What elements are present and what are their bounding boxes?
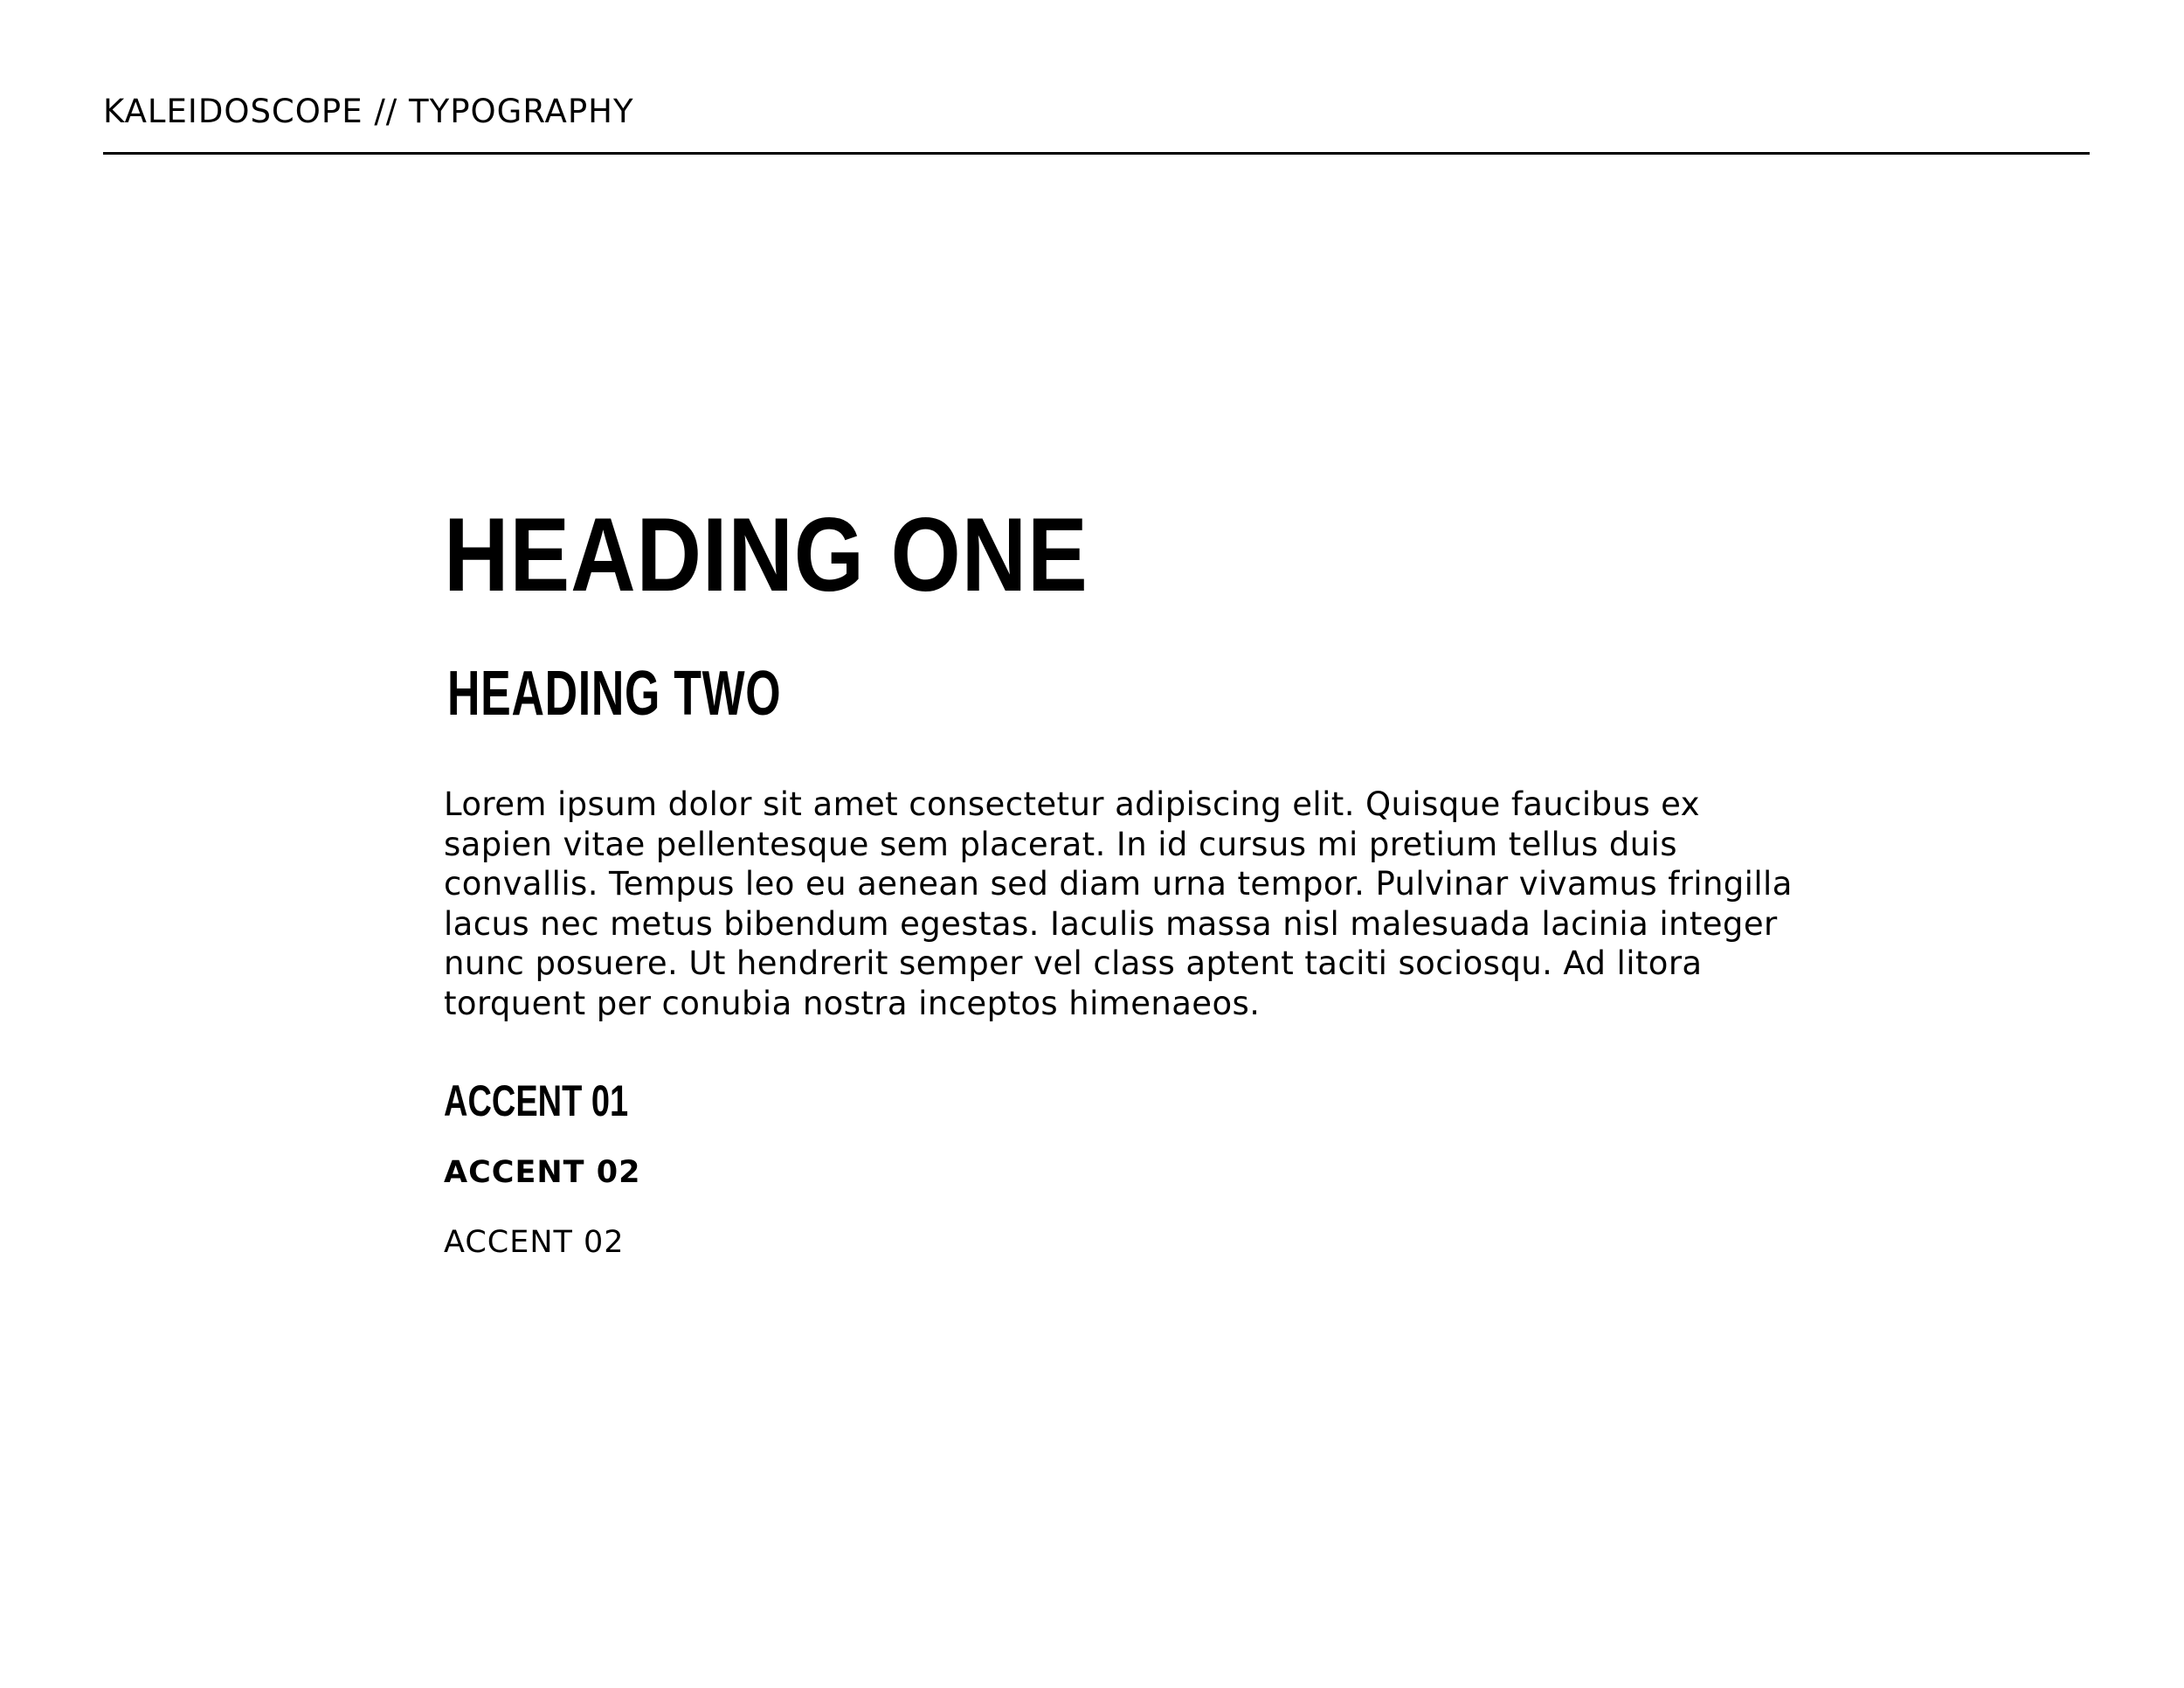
heading-one-sample: HEADING ONE — [444, 496, 1089, 613]
header-divider — [103, 152, 2090, 155]
body-text-sample: Lorem ipsum dolor sit amet consectetur adipiscing elit. Quisque faucibus ex sapien vitae pellentesque sem placerat. In id cursus mi pretium tellus duis convallis. Tempus leo eu aenean sed diam urna tempor. Pulvinar vivamus fringilla lacus nec metus bibendum egestas. Iaculis massa nisl malesuada lacinia integer nunc posuere. Ut hendrerit semper vel class aptent taciti sociosqu. Ad litora torquent per conubia nostra inceptos himenaeos. — [444, 785, 1793, 1022]
accent-02-light-sample: ACCENT 02 — [444, 1225, 625, 1260]
heading-two-sample: HEADING TWO — [447, 659, 782, 729]
page-header-title: KALEIDOSCOPE // TYPOGRAPHY — [103, 93, 634, 130]
accent-01-sample: ACCENT 01 — [444, 1076, 629, 1125]
accent-02-bold-sample: ACCENT 02 — [444, 1155, 641, 1190]
